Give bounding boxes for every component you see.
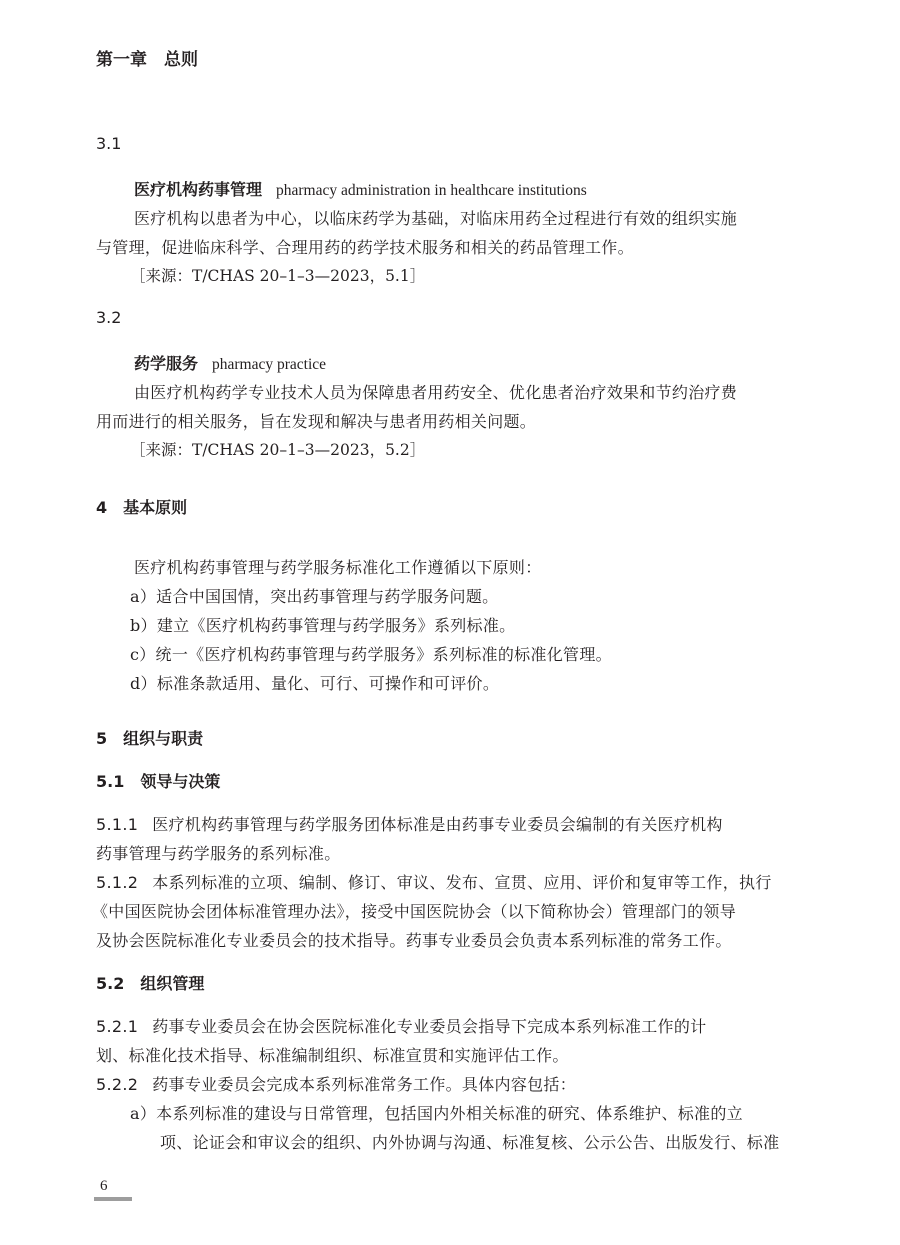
clause-5-2-1-line-1 — [96, 1014, 706, 1037]
term-3-2 — [134, 351, 326, 374]
term-3-1-zh: 医疗机构药事管理 — [134, 180, 263, 199]
principle-item-b: b）建立《医疗机构药事管理与药学服务》系列标准。 — [130, 616, 516, 635]
definition-3-1-line-2: 与管理，促进临床科学、合理用药的药学技术服务和相关的药品管理工作。 — [96, 238, 634, 257]
clause-5-1-2-line-3: 及协会医院标准化专业委员会的技术指导。药事专业委员会负责本系列标准的常务工作。 — [96, 931, 732, 950]
heading-5: 5 组织与职责 — [96, 729, 204, 748]
principle-item-c: c）统一《医疗机构药事管理与药学服务》系列标准的标准化管理。 — [130, 645, 612, 664]
heading-4: 4 基本原则 — [96, 498, 188, 517]
clause-number-5-2-1: 5.2.1 — [96, 1017, 139, 1036]
principle-item-d: d）标准条款适用、量化、可行、可操作和可评价。 — [130, 674, 500, 693]
clause-number-5-1-1: 5.1.1 — [96, 815, 139, 834]
clause-5-1-2-text-1: 本系列标准的立项、编制、修订、审议、发布、宣贯、应用、评价和复审等工作，执行 — [152, 873, 772, 892]
clause-5-2-2-line-1 — [96, 1072, 576, 1095]
clause-5-1-1-line-1 — [96, 812, 723, 835]
clause-5-2-2-item-a-line-1: a）本系列标准的建设与日常管理，包括国内外相关标准的研究、体系维护、标准的立 — [130, 1104, 743, 1123]
clause-5-1-2-line-2: 《中国医院协会团体标准管理办法》，接受中国医院协会（以下简称协会）管理部门的领导 — [92, 902, 737, 921]
clause-number-5-1-2: 5.1.2 — [96, 873, 139, 892]
clause-number-3-1: 3.1 — [96, 134, 122, 153]
term-3-2-en: pharmacy practice — [212, 356, 327, 373]
clause-number-5-2-2: 5.2.2 — [96, 1075, 139, 1094]
clause-5-1-1-text-1: 医疗机构药事管理与药学服务团体标准是由药事专业委员会编制的有关医疗机构 — [152, 815, 723, 834]
definition-3-1-line-1: 医疗机构以患者为中心，以临床药学为基础，对临床用药全过程进行有效的组织实施 — [134, 209, 738, 228]
definition-3-2-line-2: 用而进行的相关服务，旨在发现和解决与患者用药相关问题。 — [96, 412, 537, 431]
heading-5-2: 5.2 组织管理 — [96, 974, 205, 993]
page-number-bar — [94, 1197, 132, 1201]
clause-5-2-1-line-2: 划、标准化技术指导、标准编制组织、标准宣贯和实施评估工作。 — [96, 1046, 569, 1065]
running-head: 第一章 总则 — [96, 50, 198, 70]
page-number: 6 — [100, 1178, 108, 1194]
term-3-1-en: pharmacy administration in healthcare institutions — [276, 182, 587, 199]
clause-number-3-2: 3.2 — [96, 308, 122, 327]
source-3-2: ［来源：T/CHAS 20–1–3—2023，5.2］ — [130, 441, 426, 459]
clause-5-1-1-line-2: 药事管理与药学服务的系列标准。 — [96, 844, 341, 863]
term-3-2-zh: 药学服务 — [134, 354, 199, 373]
term-3-1 — [134, 177, 587, 200]
heading-5-1: 5.1 领导与决策 — [96, 772, 221, 791]
clause-5-2-1-text-1: 药事专业委员会在协会医院标准化专业委员会指导下完成本系列标准工作的计 — [152, 1017, 707, 1036]
source-3-1: ［来源：T/CHAS 20–1–3—2023，5.1］ — [130, 267, 426, 285]
clause-5-1-2-line-1 — [96, 870, 772, 893]
clause-5-2-2-text-1: 药事专业委员会完成本系列标准常务工作。具体内容包括： — [152, 1075, 577, 1094]
principle-item-a: a）适合中国国情，突出药事管理与药学服务问题。 — [130, 587, 499, 606]
definition-3-2-line-1: 由医疗机构药学专业技术人员为保障患者用药安全、优化患者治疗效果和节约治疗费 — [134, 383, 738, 402]
clause-5-2-2-item-a-line-2: 项、论证会和审议会的组织、内外协调与沟通、标准复核、公示公告、出版发行、标准 — [160, 1133, 780, 1152]
principles-intro: 医疗机构药事管理与药学服务标准化工作遵循以下原则： — [134, 558, 542, 577]
